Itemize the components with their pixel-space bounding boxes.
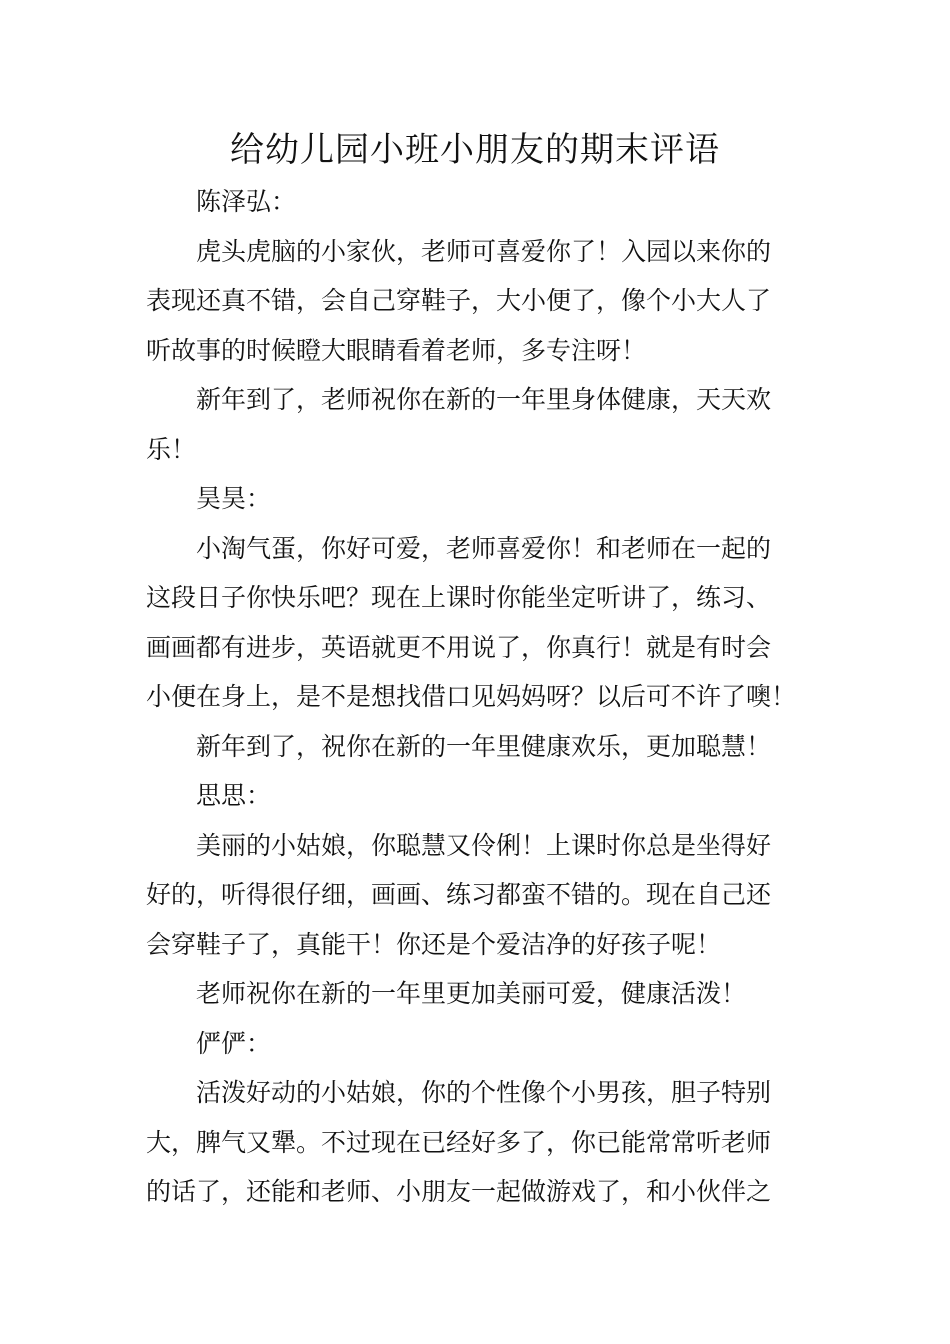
text-line: 美丽的小姑娘，你聪慧又伶俐！上课时你总是坐得好: [196, 830, 772, 860]
text-line: 活泼好动的小姑娘，你的个性像个小男孩，胆子特别: [196, 1078, 772, 1107]
comment-paragraph: [146, 524, 806, 722]
comment-paragraph: [146, 227, 806, 376]
text-line: 画画都有进步，英语就更不用说了，你真行！就是有时会: [146, 632, 772, 662]
comment-paragraph: [146, 1068, 806, 1217]
text-line: 会穿鞋子了，真能干！你还是个爱洁净的好孩子呢！: [146, 929, 722, 959]
salutation-paragraph: [146, 177, 806, 227]
text-line: 的话了，还能和老师、小朋友一起做游戏了，和小伙伴之: [146, 1177, 772, 1206]
text-line: 新年到了，祝你在新的一年里健康欢乐，更加聪慧！: [196, 731, 772, 761]
text-line: 小便在身上，是不是想找借口见妈妈呀？以后可不许了噢！: [146, 682, 797, 711]
document-body: [146, 177, 806, 1217]
text-line: 老师祝你在新的一年里更加美丽可爱，健康活泼！: [196, 979, 747, 1008]
text-line: 这段日子你快乐吧？现在上课时你能坐定听讲了，练习、: [146, 583, 772, 612]
wish-paragraph: [146, 722, 806, 772]
text-line: 昊昊：: [196, 484, 272, 513]
salutation-paragraph: [146, 771, 806, 821]
comment-paragraph: [146, 821, 806, 970]
text-line: 俨俨：: [196, 1028, 272, 1058]
text-line: 虎头虎脑的小家伙，老师可喜爱你了！入园以来你的: [196, 236, 772, 266]
wish-paragraph: [146, 375, 806, 474]
text-line: 新年到了，老师祝你在新的一年里身体健康，天天欢: [196, 385, 772, 414]
text-line: 听故事的时候瞪大眼睛看着老师，多专注呀！: [146, 335, 647, 365]
salutation-paragraph: [146, 474, 806, 524]
text-line: 陈泽弘：: [196, 187, 297, 216]
text-line: 小淘气蛋，你好可爱，老师喜爱你！和老师在一起的: [196, 533, 772, 563]
text-line: 思思：: [196, 781, 272, 810]
text-line: 表现还真不错，会自己穿鞋子，大小便了，像个小大人了: [146, 286, 772, 315]
wish-paragraph: [146, 969, 806, 1019]
text-line: 乐！: [146, 434, 197, 464]
salutation-paragraph: [146, 1019, 806, 1069]
document-title: 给幼儿园小班小朋友的期末评语: [230, 130, 720, 170]
text-line: 大，脾气又犟。不过现在已经好多了，你已能常常听老师: [146, 1127, 772, 1157]
text-line: 好的，听得很仔细，画画、练习都蛮不错的。现在自己还: [146, 880, 772, 909]
